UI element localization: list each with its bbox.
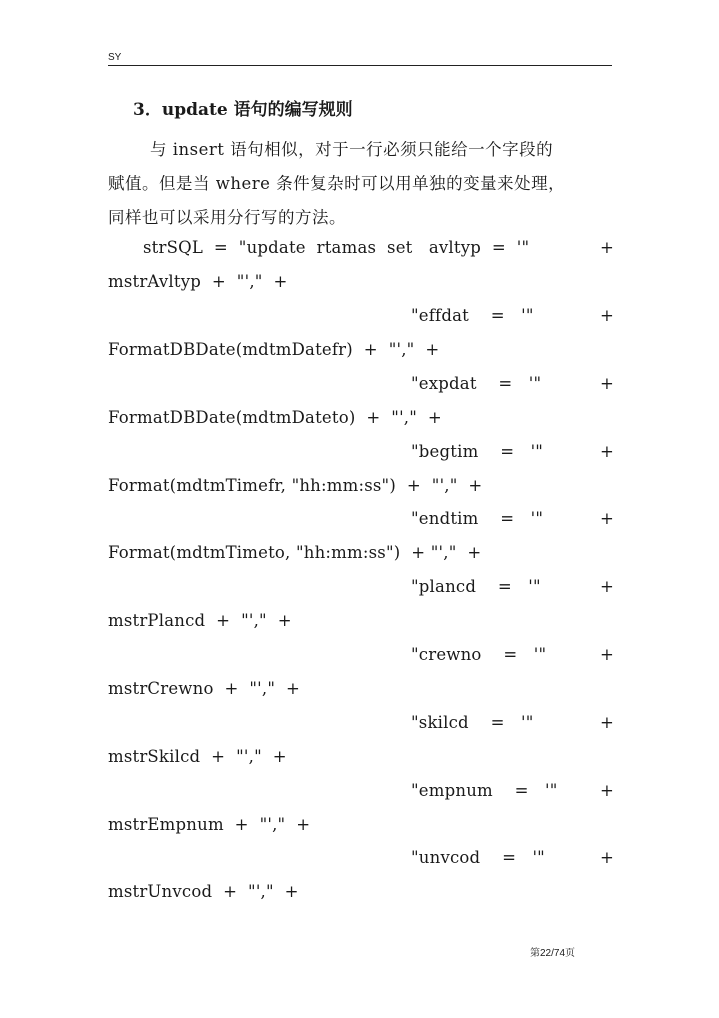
code-continuation-line: FormatDBDate(mdtmDateto) + "'," + <box>108 408 442 427</box>
code-field-line: "expdat = '" <box>411 374 542 393</box>
code-field-line: "unvcod = '" <box>411 848 545 867</box>
paragraph-line: 与 insert 语句相似，对于一行必须只能给一个字段的 <box>150 140 554 159</box>
code-continuation-line: Format(mdtmTimefr, "hh:mm:ss") + "'," + <box>108 476 483 495</box>
code-field-line: "skilcd = '" <box>411 713 534 732</box>
section-heading: 3．update 语句的编写规则 <box>133 100 353 120</box>
code-line: strSQL = "update rtamas set avltyp = '" <box>143 238 530 257</box>
code-plus: + <box>600 306 614 325</box>
page-number: 第22/74页 <box>530 948 576 959</box>
code-continuation-line: mstrSkilcd + "'," + <box>108 747 287 766</box>
code-plus: + <box>600 713 614 732</box>
code-plus: + <box>600 781 614 800</box>
header-label: SY <box>108 52 122 63</box>
paragraph-line: 赋值。但是当 where 条件复杂时可以用单独的变量来处理， <box>108 174 566 193</box>
code-field-line: "plancd = '" <box>411 577 541 596</box>
code-field-line: "effdat = '" <box>411 306 534 325</box>
code-field-line: "crewno = '" <box>411 645 547 664</box>
code-continuation-line: FormatDBDate(mdtmDatefr) + "'," + <box>108 340 440 359</box>
code-field-line: "begtim = '" <box>411 442 544 461</box>
code-field-line: "empnum = '" <box>411 781 558 800</box>
header-rule <box>108 65 612 66</box>
code-continuation-line: mstrUnvcod + "'," + <box>108 882 299 901</box>
code-plus: + <box>600 442 614 461</box>
code-plus: + <box>600 238 614 257</box>
code-plus: + <box>600 509 614 528</box>
code-plus: + <box>600 645 614 664</box>
code-plus: + <box>600 374 614 393</box>
code-continuation-line: mstrEmpnum + "'," + <box>108 815 311 834</box>
code-line: mstrAvltyp + "'," + <box>108 272 288 291</box>
code-continuation-line: mstrPlancd + "'," + <box>108 611 292 630</box>
paragraph-line: 同样也可以采用分行写的方法。 <box>108 208 346 227</box>
code-continuation-line: Format(mdtmTimeto, "hh:mm:ss") + "'," + <box>108 543 482 562</box>
code-continuation-line: mstrCrewno + "'," + <box>108 679 301 698</box>
code-plus: + <box>600 848 614 867</box>
code-plus: + <box>600 577 614 596</box>
code-field-line: "endtim = '" <box>411 509 544 528</box>
